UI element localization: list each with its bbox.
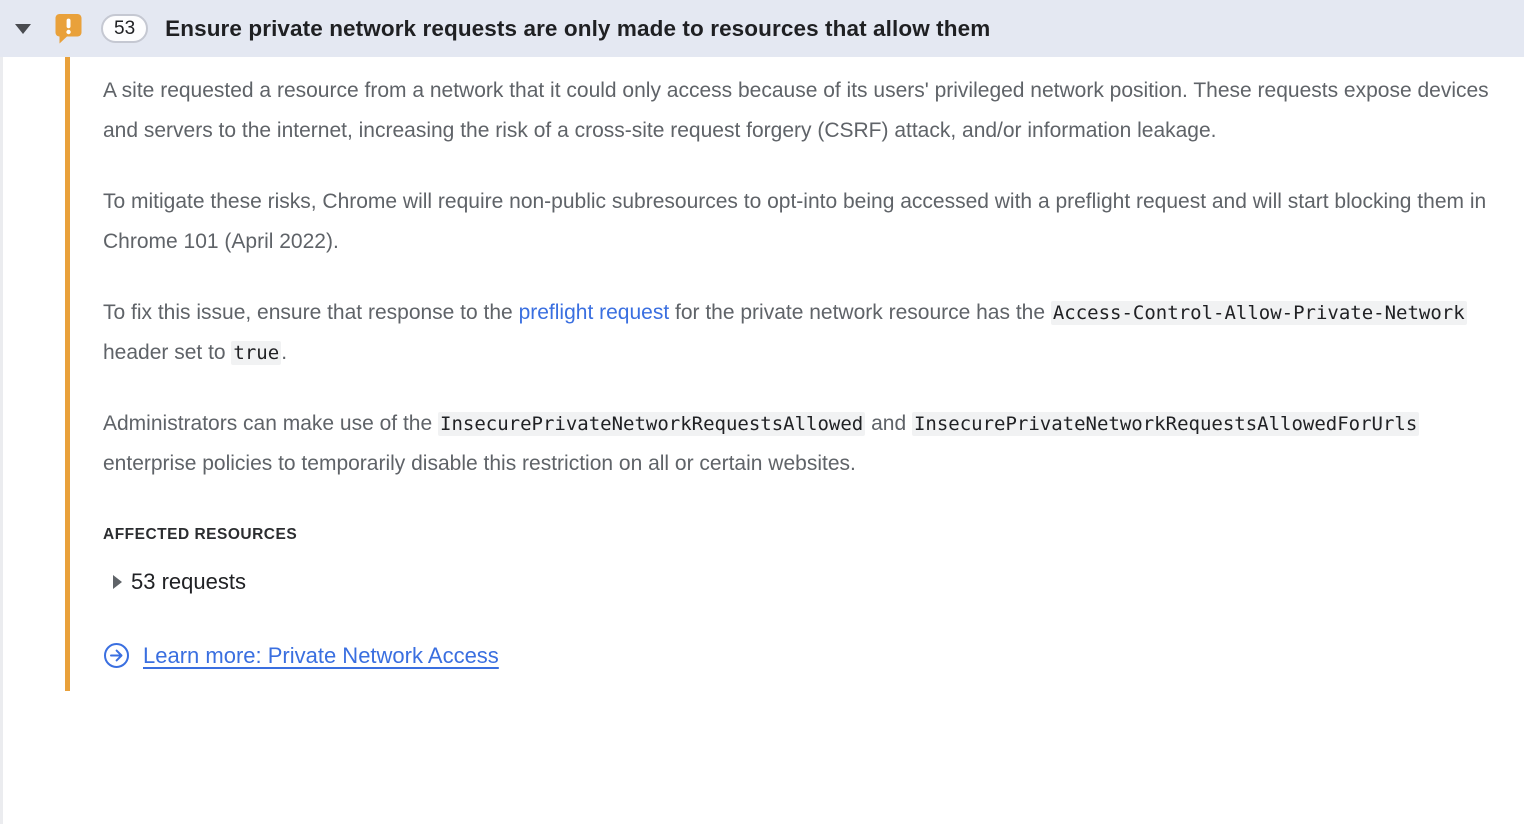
issue-header[interactable]	[0, 0, 1524, 57]
affected-resources-heading: AFFECTED RESOURCES	[103, 526, 298, 543]
description-paragraph: To mitigate these risks, Chrome will require non-public subresources to opt-into being accessed with a preflight request and will start blocking them in Chrome 101 (April 2022).	[103, 190, 1487, 253]
collapse-triangle-icon[interactable]	[15, 24, 31, 34]
warning-icon	[55, 13, 82, 44]
affected-requests-expander[interactable]	[103, 569, 246, 595]
description-paragraph: Administrators can make use of the InsecurePrivateNetworkRequestsAllowed and InsecurePrivateNetworkRequestsAllowedForUrls enterprise policies to temporarily disable this restriction on all or certain websites.	[103, 412, 1418, 475]
inline-code: true	[233, 342, 280, 364]
issue-title: Ensure private network requests are only made to resources that allow them	[165, 15, 991, 41]
inline-code: InsecurePrivateNetworkRequestsAllowedForUrls	[913, 413, 1418, 435]
issue-count-badge: 53	[101, 14, 148, 43]
description-paragraph: A site requested a resource from a network that it could only access because of its users' privileged network position. These requests expose devices and servers to the internet, increasing the risk of a cross-site request forgery (CSRF) attack, and/or information leakage.	[103, 79, 1489, 142]
description-paragraph: To fix this issue, ensure that response to the preflight request for the private network resource has the Access-Control-Allow-Private-Network header set to true.	[103, 301, 1465, 364]
inline-code: Access-Control-Allow-Private-Network	[1052, 302, 1465, 324]
inline-link[interactable]: preflight request	[518, 301, 670, 324]
inline-code: InsecurePrivateNetworkRequestsAllowed	[440, 413, 864, 435]
issue-description	[103, 71, 1512, 484]
learn-more-link[interactable]: Learn more: Private Network Access	[143, 642, 499, 668]
expander-triangle-icon	[113, 575, 122, 589]
learn-more-arrow-icon[interactable]	[103, 642, 130, 669]
requests-count-label: 53 requests	[131, 569, 246, 594]
panel-left-edge	[0, 57, 3, 824]
issue-body	[65, 57, 1524, 691]
learn-more-row	[103, 642, 499, 669]
